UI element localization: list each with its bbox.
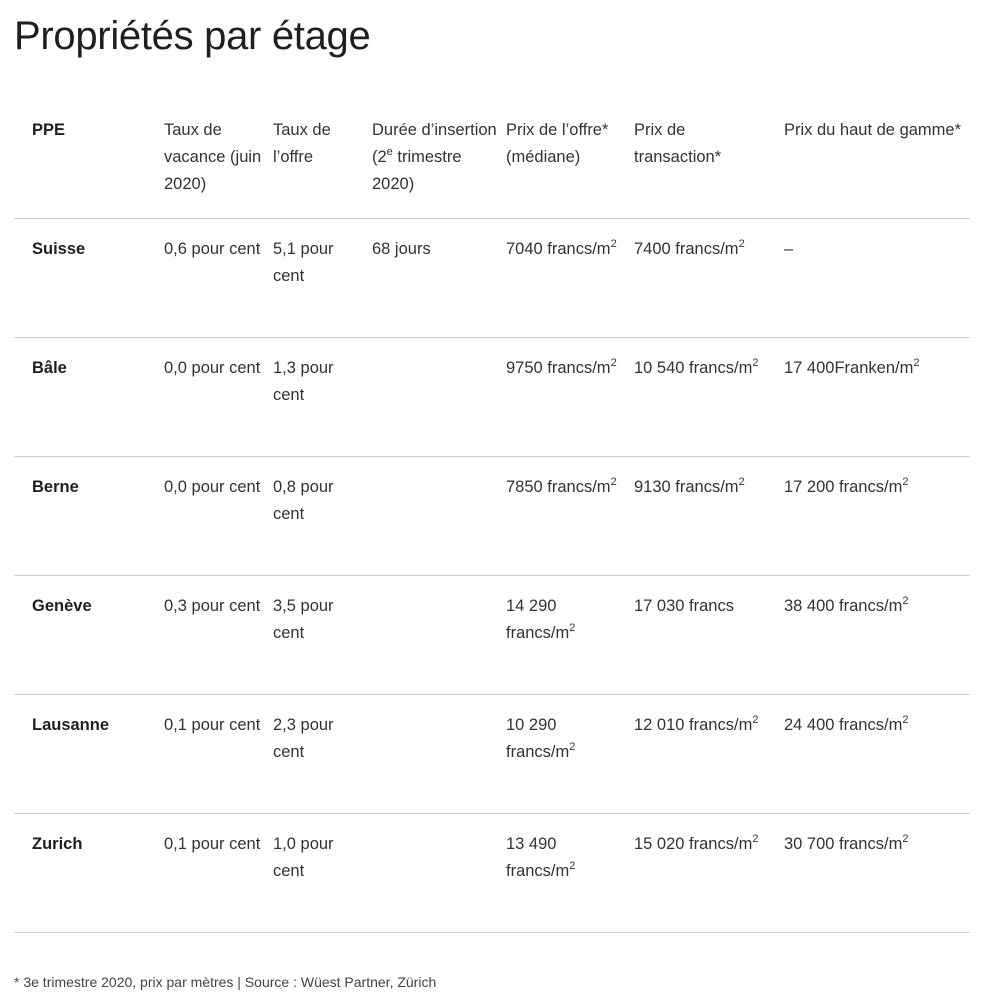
table-cell-text (784, 831, 970, 858)
cell-text: Taux de l’offre (273, 121, 331, 166)
table-cell (273, 695, 372, 814)
cell-text: 15 020 francs/m (634, 835, 753, 853)
table-cell-text (506, 712, 634, 766)
cell-text: 17 030 francs (634, 597, 734, 615)
table-cell (634, 219, 784, 338)
table-cell-text (634, 474, 784, 501)
cell-text: Suisse (32, 240, 86, 258)
column-header (14, 104, 164, 219)
cell-text: 10 540 francs/m (634, 359, 753, 377)
superscript: 2 (902, 713, 909, 726)
row-label-text (32, 355, 164, 382)
table-cell (784, 338, 970, 457)
table-cell-text (784, 474, 970, 501)
row-label (14, 814, 164, 933)
table-row (14, 338, 970, 457)
cell-text-continued: trimestre 2020) (372, 148, 462, 193)
ppe-table (14, 104, 970, 933)
table-cell-text (634, 831, 784, 858)
superscript: 2 (738, 237, 745, 250)
table-row (14, 695, 970, 814)
row-label-text (32, 236, 164, 263)
table-cell (784, 576, 970, 695)
table-cell-text (273, 712, 372, 766)
cell-text: 2,3 pour cent (273, 716, 334, 761)
column-header-text (372, 117, 506, 198)
superscript: 2 (610, 356, 617, 369)
table-cell (164, 695, 273, 814)
table-row (14, 219, 970, 338)
page-title: Propriétés par étage (14, 14, 371, 58)
cell-text: Prix de l’offre* (médiane) (506, 121, 609, 166)
cell-text: 0,8 pour cent (273, 478, 334, 523)
column-header (372, 104, 506, 219)
superscript: 2 (569, 740, 576, 753)
cell-text: 17 200 francs/m (784, 478, 903, 496)
row-label (14, 457, 164, 576)
cell-text: Zurich (32, 835, 83, 853)
cell-text: Berne (32, 478, 79, 496)
table-cell-text (634, 712, 784, 739)
table-cell (164, 457, 273, 576)
cell-text: PPE (32, 121, 66, 139)
table-cell-text (784, 355, 970, 382)
column-header (164, 104, 273, 219)
table-cell-text (634, 236, 784, 263)
cell-text: 13 490 francs/m (506, 835, 570, 880)
superscript: 2 (902, 832, 909, 845)
table-cell (634, 695, 784, 814)
superscript: 2 (902, 475, 909, 488)
cell-text: 12 010 francs/m (634, 716, 753, 734)
superscript: 2 (610, 475, 617, 488)
cell-text: 7850 francs/m (506, 478, 611, 496)
table-cell-text (164, 355, 273, 382)
row-label (14, 219, 164, 338)
table-cell (506, 576, 634, 695)
cell-text: 0,1 pour cent (164, 716, 261, 734)
column-header-text (634, 117, 784, 171)
table-cell-text (372, 236, 506, 263)
table-cell-text (164, 474, 273, 501)
cell-text: 0,0 pour cent (164, 478, 261, 496)
table-cell (164, 219, 273, 338)
row-label-text (32, 831, 164, 858)
superscript: 2 (752, 713, 759, 726)
cell-text: Bâle (32, 359, 67, 377)
cell-text: 0,3 pour cent (164, 597, 261, 615)
table-row (14, 576, 970, 695)
table-cell (634, 576, 784, 695)
table-cell-text (164, 831, 273, 858)
table-cell-text (273, 831, 372, 885)
table-cell-text (784, 593, 970, 620)
table-cell (273, 814, 372, 933)
cell-text: 0,1 pour cent (164, 835, 261, 853)
table-cell (372, 219, 506, 338)
superscript: 2 (738, 475, 745, 488)
superscript: 2 (752, 356, 759, 369)
cell-text: 24 400 francs/m (784, 716, 903, 734)
column-header-text (164, 117, 273, 198)
cell-text: 5,1 pour cent (273, 240, 334, 285)
cell-text: Taux de vacance (juin 2020) (164, 121, 262, 193)
cell-text: 38 400 francs/m (784, 597, 903, 615)
table-row (14, 457, 970, 576)
table-cell-text (164, 593, 273, 620)
table-cell (372, 695, 506, 814)
table-cell (634, 814, 784, 933)
table-cell-text (784, 236, 970, 263)
table-row (14, 814, 970, 933)
superscript: 2 (752, 832, 759, 845)
table-cell-text (164, 236, 273, 263)
table-cell (506, 457, 634, 576)
cell-text: 14 290 francs/m (506, 597, 570, 642)
cell-text: Genève (32, 597, 92, 615)
row-label-text (32, 474, 164, 501)
table-cell-text (273, 593, 372, 647)
column-header (506, 104, 634, 219)
column-header-text (506, 117, 634, 171)
row-label-text (32, 593, 164, 620)
row-label-text (32, 712, 164, 739)
table-cell (506, 695, 634, 814)
superscript: 2 (610, 237, 617, 250)
table-cell-text (634, 355, 784, 382)
table-cell (506, 338, 634, 457)
table-cell (634, 338, 784, 457)
table-cell (372, 576, 506, 695)
superscript: 2 (569, 859, 576, 872)
row-label (14, 576, 164, 695)
table-cell-text (784, 712, 970, 739)
table-cell (273, 219, 372, 338)
cell-text: 10 290 francs/m (506, 716, 570, 761)
table-cell (273, 576, 372, 695)
table-cell (273, 457, 372, 576)
table-cell (372, 338, 506, 457)
row-label (14, 695, 164, 814)
cell-text: Lausanne (32, 716, 110, 734)
column-header-text (273, 117, 372, 171)
table-cell (164, 814, 273, 933)
cell-text: – (784, 240, 794, 258)
cell-text: 9130 francs/m (634, 478, 739, 496)
table-cell-text (273, 474, 372, 528)
column-header-text (32, 117, 164, 144)
cell-text: 3,5 pour cent (273, 597, 334, 642)
table-cell-text (506, 593, 634, 647)
table-cell (634, 457, 784, 576)
table-cell (506, 219, 634, 338)
table-cell (784, 457, 970, 576)
table-cell (784, 695, 970, 814)
superscript: 2 (569, 621, 576, 634)
cell-text: 17 400Franken/m (784, 359, 914, 377)
cell-text: 30 700 francs/m (784, 835, 903, 853)
superscript: e (386, 145, 393, 158)
table-cell (164, 338, 273, 457)
cell-text: 1,3 pour cent (273, 359, 334, 404)
superscript: 2 (913, 356, 920, 369)
table-cell-text (506, 236, 634, 263)
cell-text: 9750 francs/m (506, 359, 611, 377)
table-cell (506, 814, 634, 933)
table-cell (784, 219, 970, 338)
column-header (784, 104, 970, 219)
table-cell-text (634, 593, 784, 620)
table-cell-text (273, 355, 372, 409)
table-cell-text (506, 474, 634, 501)
table-cell-text (164, 712, 273, 739)
cell-text: Prix du haut de gamme* (784, 121, 962, 139)
table-cell-text (506, 831, 634, 885)
cell-text: 7040 francs/m (506, 240, 611, 258)
column-header-text (784, 117, 970, 144)
table-cell (784, 814, 970, 933)
cell-text: 7400 francs/m (634, 240, 739, 258)
header-row (14, 104, 970, 219)
table-cell-text (273, 236, 372, 290)
footnote: * 3e trimestre 2020, prix par mètres | Source : Wüest Partner, Zürich (14, 974, 437, 990)
table-cell-text (506, 355, 634, 382)
cell-text: 1,0 pour cent (273, 835, 334, 880)
cell-text: 0,6 pour cent (164, 240, 261, 258)
cell-text: 68 jours (372, 240, 431, 258)
row-label (14, 338, 164, 457)
table-body (14, 219, 970, 933)
cell-text: 0,0 pour cent (164, 359, 261, 377)
table-cell (372, 457, 506, 576)
table-cell (372, 814, 506, 933)
column-header (273, 104, 372, 219)
table-cell (164, 576, 273, 695)
table-cell (273, 338, 372, 457)
column-header (634, 104, 784, 219)
superscript: 2 (902, 594, 909, 607)
cell-text: Durée d’insertion (2 (372, 121, 497, 166)
table-header (14, 104, 970, 219)
cell-text: Prix de transaction* (634, 121, 722, 166)
